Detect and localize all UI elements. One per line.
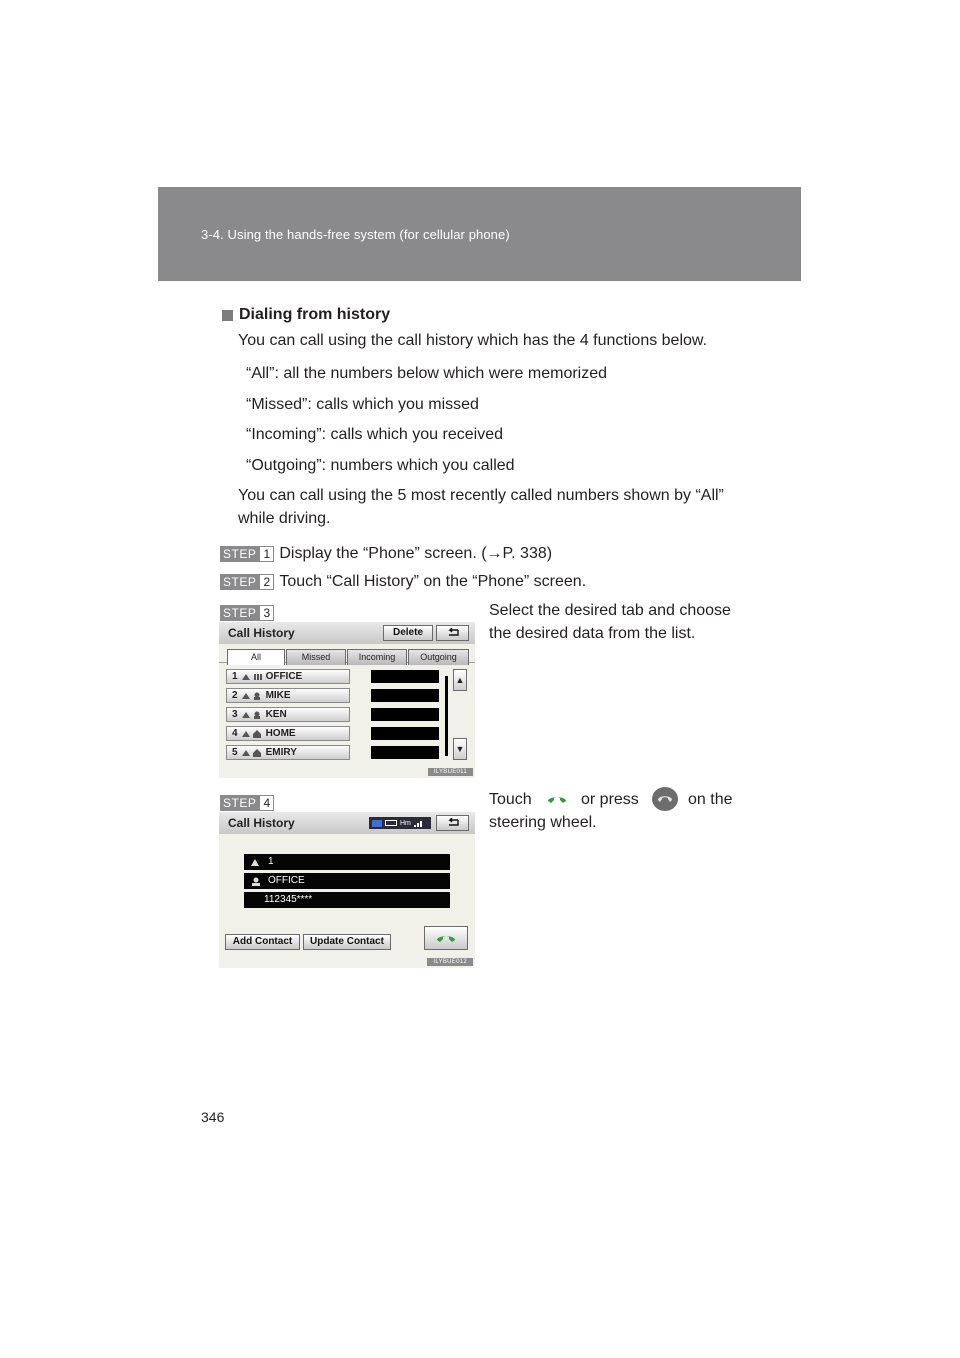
person-icon (250, 877, 262, 886)
status-indicators (369, 817, 431, 829)
section-title (222, 306, 390, 324)
step-4-touch: Touch (489, 791, 532, 808)
entry-name: MIKE (265, 690, 291, 701)
call-history-screen (219, 622, 475, 778)
detail-phone-number: 112345**** (264, 894, 313, 905)
image-code: ILYBUE011 (428, 768, 473, 776)
scroll-up-button[interactable]: ▲ (453, 669, 467, 691)
battery-icon (385, 820, 397, 826)
step-2 (220, 573, 586, 591)
tab-all[interactable]: All (227, 649, 285, 665)
intro-text: You can call using the call history which has the 4 functions below. (238, 332, 708, 349)
function-outgoing: “Outgoing”: numbers which you called (246, 457, 515, 474)
return-arrow-icon (445, 628, 461, 638)
step-1-text: Display the “Phone” screen. (→P. 338) (279, 545, 553, 562)
tab-incoming[interactable]: Incoming (347, 649, 407, 665)
section-title-text: Dialing from history (239, 306, 391, 323)
home-phone-icon (241, 748, 263, 758)
page-number: 346 (201, 1109, 225, 1125)
step-3-text-line1: Select the desired tab and choose (489, 602, 731, 619)
list-item[interactable] (226, 745, 350, 760)
tab-missed[interactable]: Missed (286, 649, 346, 665)
mobile-phone-icon (241, 691, 263, 701)
add-contact-button[interactable]: Add Contact (225, 934, 300, 950)
back-button[interactable] (436, 815, 469, 831)
step-number: 3 (259, 605, 274, 621)
timestamp-box (371, 727, 439, 740)
step-4-or-press: or press (581, 791, 639, 808)
signal-strength-icon (414, 819, 424, 827)
entry-name: HOME (265, 728, 296, 739)
list-item[interactable] (226, 707, 350, 722)
step-3-text-line2: the desired data from the list. (489, 625, 696, 642)
scrollbar-track[interactable] (445, 676, 448, 756)
scroll-down-button[interactable]: ▼ (453, 738, 467, 760)
steering-off-hook-switch-icon (651, 786, 679, 817)
square-bullet-icon (222, 310, 233, 321)
timestamp-box (371, 708, 439, 721)
detail-row-entry-number (244, 854, 450, 870)
detail-row-name (244, 873, 450, 889)
delete-button[interactable]: Delete (383, 625, 433, 641)
image-code: ILYBUE012 (427, 958, 473, 966)
function-missed: “Missed”: calls which you missed (246, 396, 479, 413)
header-section-title: 3-4. Using the hands-free system (for cellular phone) (201, 227, 510, 242)
call-handset-icon (435, 931, 457, 945)
step-4-text-line2: steering wheel. (489, 814, 597, 831)
list-item[interactable] (226, 726, 350, 741)
entry-number: 3 (232, 709, 238, 720)
step-label: STEP (220, 605, 259, 621)
step-label: STEP (220, 546, 259, 562)
detail-number: 1 (268, 856, 274, 867)
step-label: STEP (220, 795, 259, 811)
detail-name: OFFICE (268, 875, 305, 886)
call-button[interactable] (424, 926, 468, 950)
back-button[interactable] (436, 625, 469, 641)
call-handset-icon (546, 792, 568, 811)
function-incoming: “Incoming”: calls which you received (246, 426, 503, 443)
entry-number: 2 (232, 690, 238, 701)
step-label: STEP (220, 574, 259, 590)
function-all: “All”: all the numbers below which were memorized (246, 365, 608, 382)
outgoing-call-icon (241, 672, 263, 682)
bluetooth-icon (372, 820, 382, 827)
step-4 (220, 794, 274, 812)
step-1 (220, 545, 552, 563)
timestamp-box (371, 746, 439, 759)
entry-name: OFFICE (265, 671, 303, 682)
header-band (158, 187, 801, 281)
status-text: Hm (400, 819, 411, 827)
return-arrow-icon (445, 818, 461, 828)
entry-number: 5 (232, 747, 238, 758)
step-number: 1 (259, 546, 274, 562)
screen-title: Call History (228, 626, 295, 640)
detail-row-phone (244, 892, 450, 908)
timestamp-box (371, 689, 439, 702)
step-number: 4 (259, 795, 274, 811)
entry-number: 4 (232, 728, 238, 739)
driving-note-line1: You can call using the 5 most recently called numbers shown by “All” (238, 487, 724, 504)
driving-note-line2: while driving. (238, 510, 331, 527)
step-2-text: Touch “Call History” on the “Phone” screen. (279, 573, 587, 590)
step-4-on-the: on the (688, 791, 733, 808)
timestamp-box (371, 670, 439, 683)
entry-name: KEN (265, 709, 287, 720)
list-item[interactable] (226, 669, 350, 684)
outgoing-call-icon (250, 858, 262, 867)
update-contact-button[interactable]: Update Contact (303, 934, 391, 950)
screen-title: Call History (228, 816, 295, 830)
tab-outgoing[interactable]: Outgoing (408, 649, 469, 665)
call-history-detail-screen (219, 812, 475, 968)
entry-name: EMIRY (265, 747, 297, 758)
step-number: 2 (259, 574, 274, 590)
home-phone-icon (241, 729, 263, 739)
list-item[interactable] (226, 688, 350, 703)
mobile-phone-icon (241, 710, 263, 720)
entry-number: 1 (232, 671, 238, 682)
step-3 (220, 604, 274, 622)
